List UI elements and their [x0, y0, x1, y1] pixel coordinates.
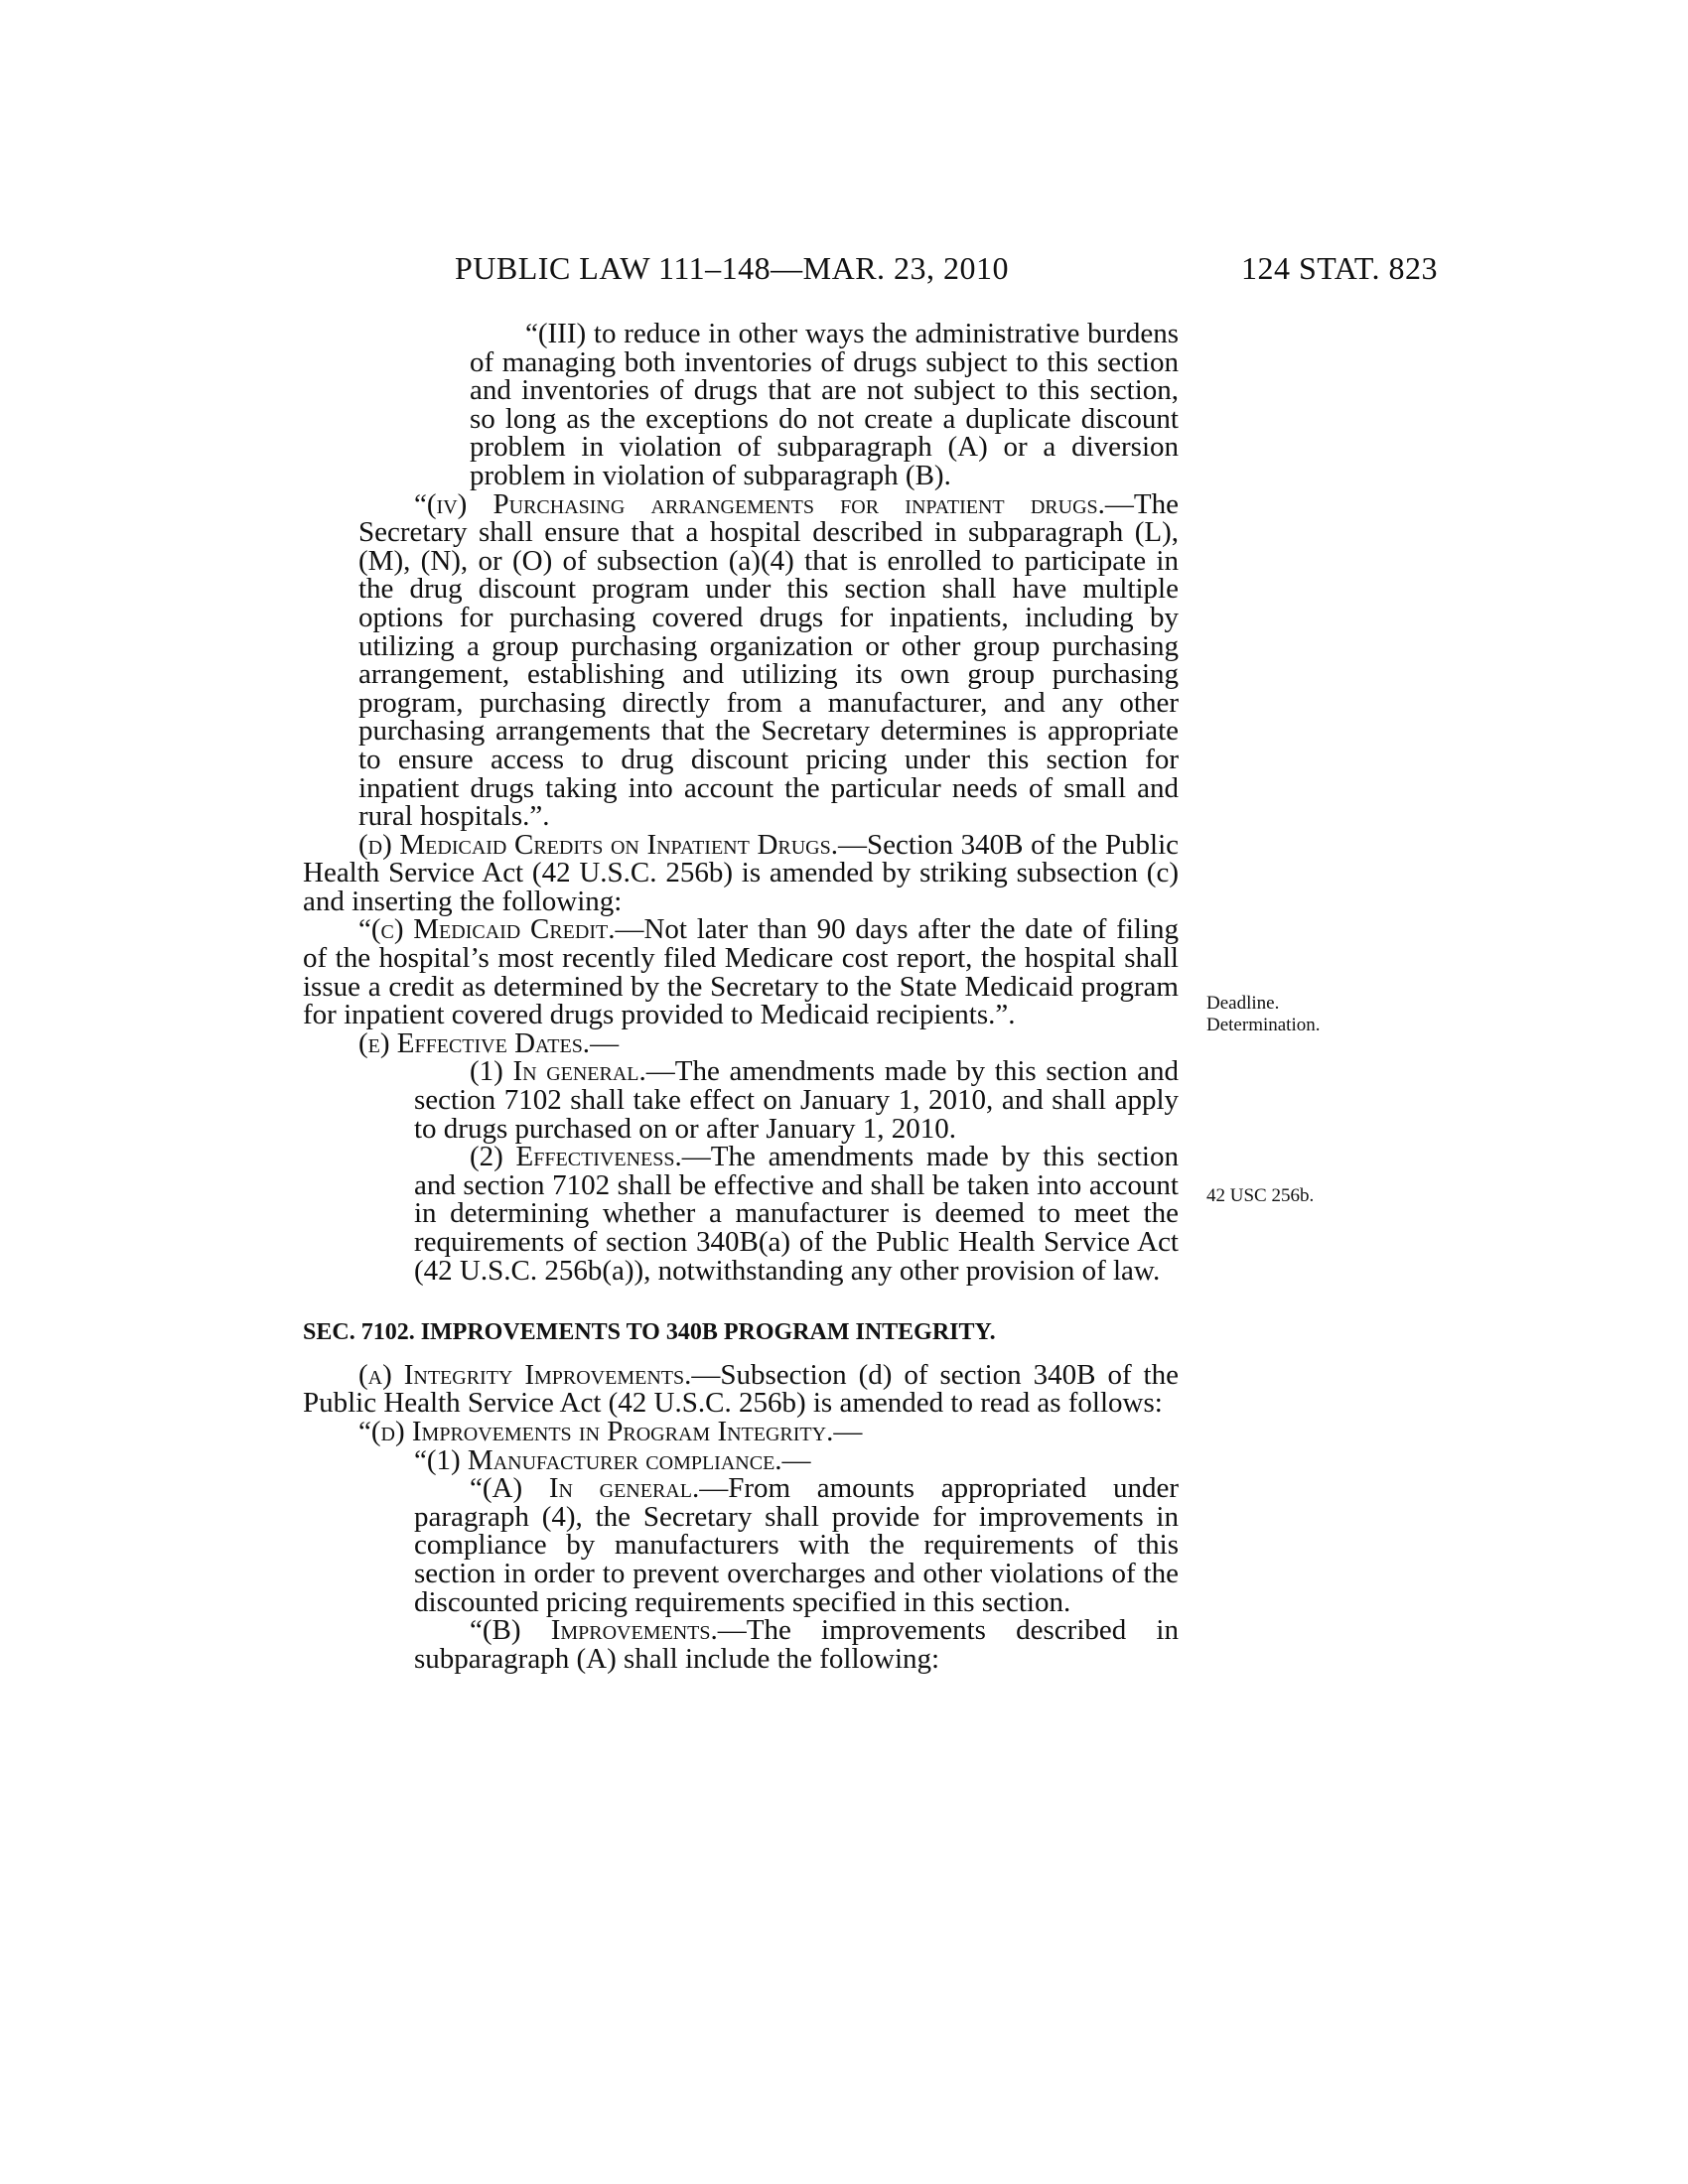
clause-iii: “(III) to reduce in other ways the administrative burdens of managing both inventories of drugs subject to this section and inventories of drugs that are not subject to this section, so long as the exceptions do not create a duplicate discount problem in violation of subparagraph (A) or a diversion problem in violation of subparagraph (B).: [470, 318, 1179, 491]
paragraph-e2: [303, 1143, 1179, 1285]
clause-iv: [303, 487, 1179, 833]
clause-iv-heading: “(iv) Purchasing arrangements for inpatient drugs.: [414, 487, 1105, 520]
subsection-d: [303, 828, 1180, 917]
subparagraph-B-text: —The improvements described in subparagraph (A) shall include the following:: [414, 1614, 1179, 1675]
subparagraph-A-text: —From amounts appropriated under paragraph (4), the Secretary shall provide for improvements in compliance by manufacturers with the requirements of this section in order to prevent overcharges and other violations of the discounted pricing requirements specified in this section.: [414, 1472, 1179, 1618]
paragraph-1-dash: —: [781, 1443, 811, 1476]
margin-note-usc: 42 USC 256b.: [1206, 1185, 1315, 1206]
page-header-stat: 124 STAT. 823: [1241, 250, 1439, 286]
page-header-title: PUBLIC LAW 111–148—MAR. 23, 2010: [455, 250, 1010, 286]
subsection-e-heading: (e) Effective Dates.: [358, 1026, 591, 1059]
paragraph-e1: [303, 1057, 1179, 1143]
subsection-a-heading: (a) Integrity Improvements.: [358, 1358, 692, 1391]
subsection-c-medicaid-credit: [303, 913, 1179, 1031]
clause-iv-text: —The Secretary shall ensure that a hospital described in subparagraph (L), (M), (N), or (O) of subsection (a)(4) that is enrolled to participate in the drug discount program under this section shall have multiple options for purchasing covered drugs for inpatients, including by utilizing a group purchasing organization or other group purchasing arrangement, establishing and utilizing its own group purchasing program, purchasing directly from a manufacturer, and any other purchasing arrangements that the Secretary determines is appropriate to ensure access to drug discount pricing under this section for inpatient drugs taking into account the particular needs of small and rural hospitals.”.: [358, 487, 1179, 833]
margin-note-determination: Determination.: [1206, 1015, 1321, 1035]
subsection-d-text: —Section 340B of the Public Health Service Act (42 U.S.C. 256b) is amended by striking subsection (c) and inserting the following:: [303, 828, 1180, 917]
subsection-a: [303, 1358, 1179, 1420]
subsection-c-text: —Not later than 90 days after the date of filing of the hospital’s most recently filed Medicare cost report, the hospital shall issue a credit as determined by the Secretary to the State Medicaid program for inpatient covered drugs provided to Medicaid recipients.”.: [303, 913, 1179, 1031]
subsection-dd-heading: “(d) Improvements in Program Integrity.: [358, 1415, 834, 1447]
paragraph-e1-heading: (1) In general.: [470, 1055, 646, 1088]
section-heading: SEC. 7102. IMPROVEMENTS TO 340B PROGRAM INTEGRITY.: [303, 1319, 996, 1346]
document-body: [303, 320, 1179, 1673]
subsection-a-text: —Subsection (d) of section 340B of the Public Health Service Act (42 U.S.C. 256b) is amended to read as follows:: [303, 1358, 1179, 1420]
subsection-e-dash: —: [590, 1026, 620, 1059]
subsection-c-heading: “(c) Medicaid Credit.: [358, 913, 616, 946]
subparagraph-B-heading: “(B) Improvements.: [470, 1614, 718, 1647]
paragraph-1-heading: “(1) Manufacturer compliance.: [414, 1443, 782, 1476]
paragraph-1: [303, 1443, 1179, 1476]
subparagraph-B: [303, 1616, 1179, 1673]
paragraph-e1-text: —The amendments made by this section and section 7102 shall take effect on January 1, 2010, and shall apply to drugs purchased on or after January 1, 2010.: [414, 1055, 1179, 1145]
paragraph-e2-heading: (2) Effectiveness.: [470, 1141, 682, 1173]
subsection-e: [303, 1026, 1179, 1059]
subsection-dd: [303, 1415, 1179, 1447]
subparagraph-A-heading: “(A) In general.: [470, 1472, 700, 1505]
paragraph-e2-text: —The amendments made by this section and section 7102 shall be effective and shall be taken into account in determining whether a manufacturer is deemed to meet the requirements of section 340B(a) of the Public Health Service Act (42 U.S.C. 256b(a)), notwithstanding any other provision of law.: [414, 1141, 1179, 1287]
subsection-dd-dash: —: [833, 1415, 863, 1447]
margin-note-deadline: Deadline.: [1206, 993, 1280, 1014]
subsection-d-heading: (d) Medicaid Credits on Inpatient Drugs.: [358, 828, 838, 861]
subparagraph-A: [303, 1474, 1179, 1616]
